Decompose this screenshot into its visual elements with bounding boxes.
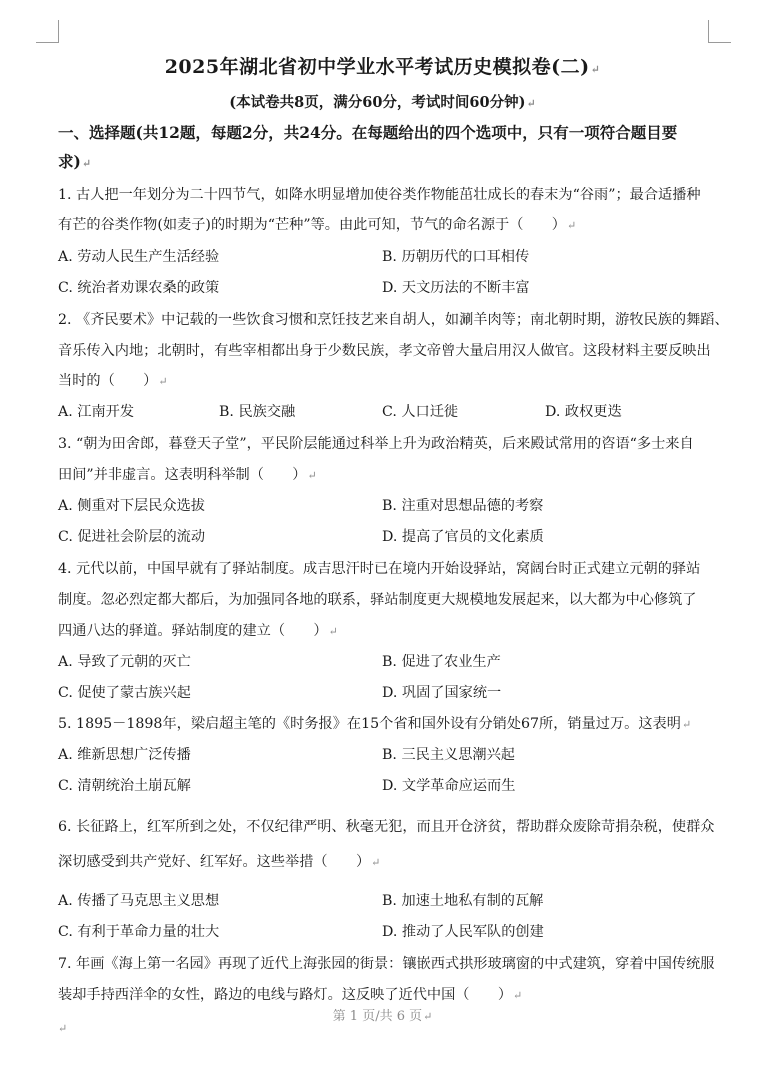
exam-title: 2025年湖北省初中学业水平考试历史模拟卷(二)↵ — [164, 56, 601, 78]
q2-option-b: B. 民族交融 — [219, 404, 296, 420]
q3-option-c: C. 促进社会阶层的流动 — [58, 529, 206, 545]
q4-stem-line2: 制度。忽必烈定都大都后，为加强同各地的联系，驿站制度更大规模地发展起来，以大都为中心修筑了 — [58, 592, 697, 608]
section-heading-line1: 一、选择题(共12题，每题2分，共24分。在每题给出的四个选项中，只有一项符合题目要 — [58, 123, 678, 142]
q1-option-a: A. 劳动人民生产生活经验 — [58, 249, 220, 265]
q2-stem-line3: 当时的（ ）↵ — [58, 373, 168, 389]
q1-option-b: B. 历朝历代的口耳相传 — [382, 249, 530, 265]
q4-option-c: C. 促使了蒙古族兴起 — [58, 685, 191, 701]
q7-stem-line2: 装却手持西洋伞的女性，路边的电线与路灯。这反映了近代中国（ ）↵ — [58, 987, 523, 1003]
q4-stem-line3: 四通八达的驿道。驿站制度的建立（ ）↵ — [58, 623, 338, 639]
q6-stem-line2: 深切感受到共产党好、红军好。这些举措（ ）↵ — [58, 854, 381, 870]
section-heading-line2: 求)↵ — [58, 152, 92, 171]
q3-option-b: B. 注重对思想品德的考察 — [382, 498, 544, 514]
q1-stem-line1: 1. 古人把一年划分为二十四节气，如降水明显增加使谷类作物能茁壮成长的春末为“谷雨”；最合适播种 — [58, 187, 701, 203]
q2-stem-line1: 2. 《齐民要术》中记载的一些饮食习惯和烹饪技艺来自胡人，如涮羊肉等；南北朝时期，游牧民族的舞蹈、 — [58, 312, 729, 328]
q2-option-c: C. 人口迁徙 — [382, 404, 459, 420]
q2-stem-line2: 音乐传入内地；北朝时，有些宰相都出身于少数民族，孝文帝曾大量启用汉人做官。这段材料主要反映出 — [58, 343, 711, 359]
q1-stem-line2: 有芒的谷类作物(如麦子)的时期为“芒种”等。由此可知，节气的命名源于（ ）↵ — [58, 217, 577, 233]
crop-mark-top-left — [36, 20, 59, 43]
paragraph-mark: ↵ — [58, 1022, 68, 1035]
q4-option-d: D. 巩固了国家统一 — [382, 685, 502, 701]
q5-option-b: B. 三民主义思潮兴起 — [382, 747, 515, 763]
q5-option-d: D. 文学革命应运而生 — [382, 778, 516, 794]
q3-option-d: D. 提高了官员的文化素质 — [382, 529, 544, 545]
q5-stem-line1: 5. 1895－1898年，梁启超主笔的《时务报》在15个省和国外设有分销处67所，销量过万。这表明↵ — [58, 716, 692, 732]
crop-mark-top-right — [708, 20, 731, 43]
q2-option-a: A. 江南开发 — [58, 404, 135, 420]
q6-option-a: A. 传播了马克思主义思想 — [58, 893, 220, 909]
q6-stem-line1: 6. 长征路上，红军所到之处，不仅纪律严明、秋毫无犯，而且开仓济贫，帮助群众废除苛捐杂税，使群众 — [58, 819, 715, 835]
q2-option-d: D. 政权更迭 — [545, 404, 622, 420]
q4-stem-line1: 4. 元代以前，中国早就有了驿站制度。成吉思汗时已在境内开始设驿站，窝阔台时正式建立元朝的驿站 — [58, 561, 701, 577]
q3-stem-line1: 3. “朝为田舍郎，暮登天子堂”，平民阶层能通过科举上升为政治精英，后来殿试常用的咨语“多士来自 — [58, 436, 694, 452]
q6-option-d: D. 推动了人民军队的创建 — [382, 924, 544, 940]
q5-option-a: A. 维新思想广泛传播 — [58, 747, 191, 763]
q7-stem-line1: 7. 年画《海上第一名园》再现了近代上海张园的街景：镶嵌西式拱形玻璃窗的中式建筑，穿着中国传统服 — [58, 956, 715, 972]
q3-option-a: A. 侧重对下层民众选拔 — [58, 498, 205, 514]
q1-option-c: C. 统治者劝课农桑的政策 — [58, 280, 220, 296]
q4-option-b: B. 促进了农业生产 — [382, 654, 501, 670]
exam-subtitle: (本试卷共8页，满分60分，考试时间60分钟)↵ — [229, 94, 536, 111]
q6-option-b: B. 加速土地私有制的瓦解 — [382, 893, 544, 909]
q5-option-c: C. 清朝统治土崩瓦解 — [58, 778, 191, 794]
q6-option-c: C. 有利于革命力量的壮大 — [58, 924, 220, 940]
q3-stem-line2: 田间”并非虚言。这表明科举制（ ）↵ — [58, 467, 317, 483]
page-footer: 第 1 页/共 6 页↵ — [332, 1009, 433, 1024]
q4-option-a: A. 导致了元朝的灭亡 — [58, 654, 191, 670]
q1-option-d: D. 天文历法的不断丰富 — [382, 280, 530, 296]
